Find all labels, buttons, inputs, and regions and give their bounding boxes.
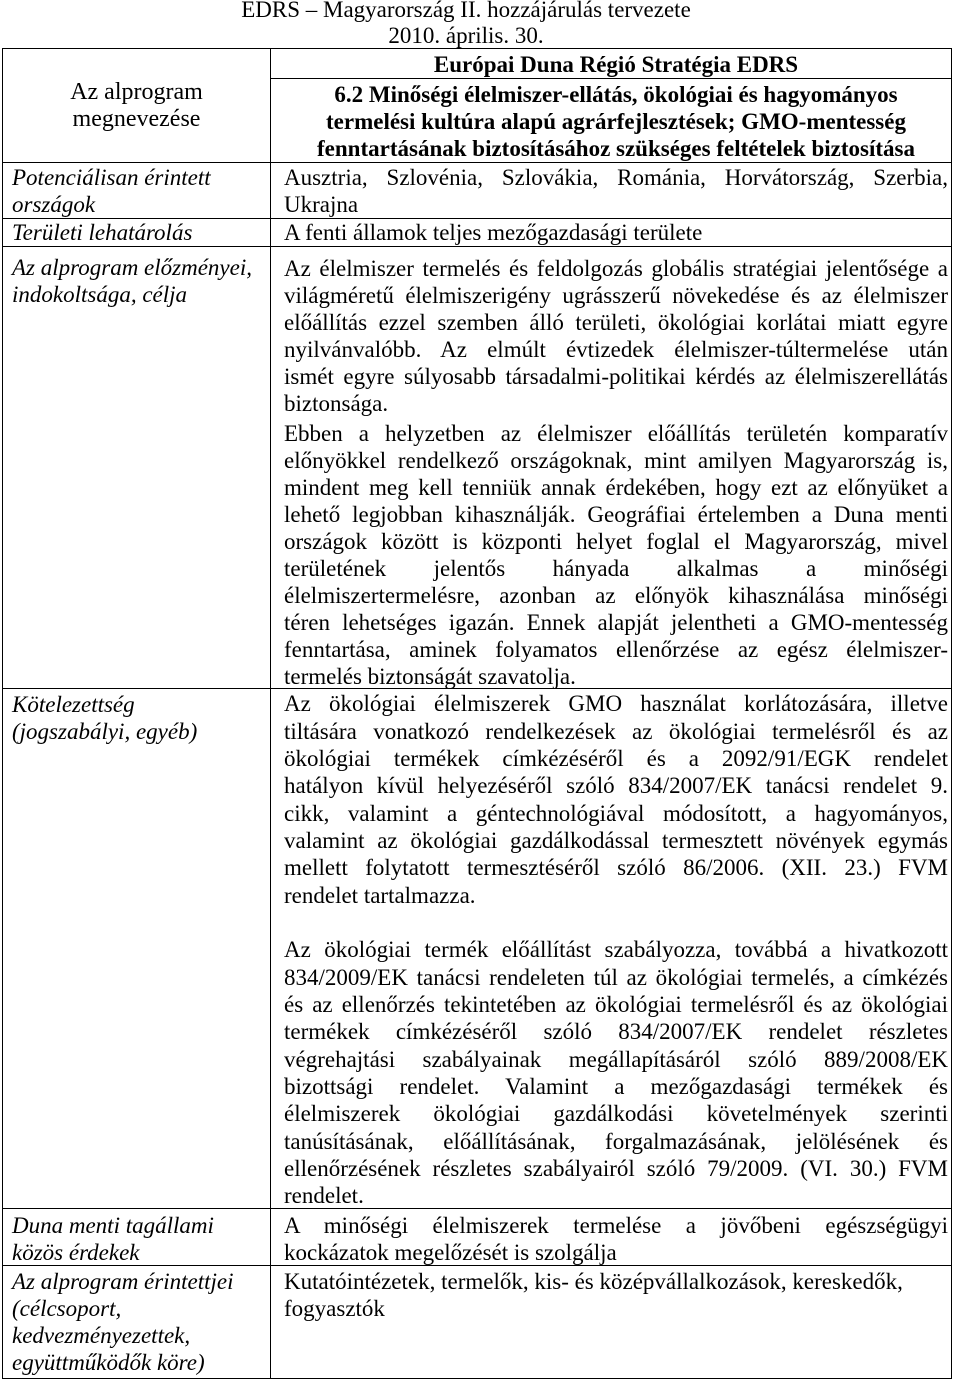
text-line: fogyasztók bbox=[284, 1295, 385, 1321]
header-date: 2010. április. 30. bbox=[388, 23, 544, 48]
text-line: 6.2 Minőségi élelmiszer-ellátás, ökológiai és hagyományos bbox=[334, 81, 898, 107]
text-line: nyilvánvalóbb. Az elmúlt évtizedek élelmiszer-túltermelése után bbox=[284, 336, 948, 362]
row-label bbox=[12, 164, 266, 218]
text-line: ökológiai termékek címkézéséről és a 2092/91/EGK rendelet bbox=[284, 745, 948, 771]
row-label-line: (jogszabályi, egyéb) bbox=[12, 718, 198, 744]
strategy-title-cell bbox=[270, 48, 951, 78]
row-label-line: Kötelezettség bbox=[12, 691, 135, 717]
row-label-line: együttműködők köre) bbox=[12, 1349, 205, 1375]
text-line: rendelet. bbox=[284, 1183, 364, 1209]
paragraph bbox=[284, 164, 948, 218]
text-line: ismét egyre súlyosabb társadalmi-politikai kérdés az élelmiszerellátás bbox=[284, 363, 948, 389]
text-line: kockázatok megelőzését is szolgálja bbox=[284, 1239, 617, 1265]
text-line: Ukrajna bbox=[284, 191, 359, 217]
text-line: Az ökológiai termék előállítást szabályozza, továbbá a hivatkozott bbox=[284, 937, 948, 963]
text-line: termelés biztonságát szavatolja. bbox=[284, 663, 576, 689]
paragraph bbox=[284, 1212, 948, 1266]
text-line: Ausztria, Szlovénia, Szlovákia, Románia, Horvátország, Szerbia, bbox=[284, 164, 948, 190]
text-line: ellenőrzésének részletes szabályairól szóló 79/2009. (VI. 30.) FVM bbox=[284, 1155, 948, 1181]
subprogram-table bbox=[2, 48, 952, 1379]
text-line: téren lehetséges igazán. Ennek alapját jelentheti a GMO-mentesség bbox=[284, 609, 948, 635]
text-line: Kutatóintézetek, termelők, kis- és középvállalkozások, kereskedők, bbox=[284, 1268, 903, 1294]
header-title: EDRS – Magyarország II. hozzájárulás tervezete bbox=[241, 0, 691, 22]
text-line: A fenti államok teljes mezőgazdasági területe bbox=[284, 220, 703, 245]
strategy-title: Európai Duna Régió Stratégia EDRS bbox=[433, 51, 799, 77]
text-line: termelési kultúra alapú agrárfejlesztések; GMO-mentesség bbox=[326, 108, 906, 134]
row-label bbox=[12, 691, 266, 745]
text-line: végrehajtási szabályainak megállapításáról szóló 889/2008/EK bbox=[284, 1046, 948, 1072]
row-label-line: Potenciálisan érintett bbox=[12, 164, 211, 190]
label-cell-stakeholders bbox=[2, 1265, 270, 1378]
subprogram-name bbox=[284, 81, 948, 162]
paragraph bbox=[284, 420, 948, 690]
label-cell-countries bbox=[2, 162, 270, 218]
row-label-line: Az alprogram érintettjei bbox=[12, 1268, 234, 1294]
content-cell-obligations bbox=[270, 688, 951, 1208]
row-label-line: Területi lehatárolás bbox=[12, 220, 193, 245]
content-cell-background bbox=[270, 246, 951, 688]
paragraph bbox=[284, 690, 948, 909]
row-label-line: Duna menti tagállami bbox=[12, 1212, 214, 1238]
text-line: A minőségi élelmiszerek termelése a jövőbeni egészségügyi bbox=[284, 1212, 948, 1238]
row-label-line: kedvezményezettek, bbox=[12, 1322, 191, 1348]
text-line: biztonsága. bbox=[284, 390, 389, 416]
row-label-line: országok bbox=[12, 191, 96, 217]
content-cell-stakeholders bbox=[270, 1265, 951, 1378]
row-label bbox=[12, 1212, 266, 1266]
row-label-line: Az alprogram előzményei, bbox=[12, 254, 252, 280]
row-label-line: (célcsoport, bbox=[12, 1295, 122, 1321]
text-line: területének jelentős hányada alkalmas a minőségi bbox=[284, 555, 948, 581]
label-cell-obligations bbox=[2, 688, 270, 1208]
label-cell-common-interests bbox=[2, 1208, 270, 1265]
row-label bbox=[12, 219, 266, 246]
row-label bbox=[70, 79, 203, 132]
label-cell-background bbox=[2, 246, 270, 688]
text-line: előállítás ezzel szemben álló területi, ökológiai korlátai miatt egyre bbox=[284, 309, 948, 335]
text-line: fenntartása, aminek folyamatos ellenőrzése az egész élelmiszer- bbox=[284, 636, 948, 662]
row-label-line: megnevezése bbox=[72, 105, 201, 132]
text-line: előnyökkel rendelkező országoknak, mint amilyen Magyarország is, bbox=[284, 447, 948, 473]
content-cell-common-interests bbox=[270, 1208, 951, 1265]
text-line: és az ellenőrzés tekintetében az ökológiai termelésről és az ökológiai bbox=[284, 991, 948, 1017]
text-line: mellett folytatott termesztéséről szóló 86/2006. (XII. 23.) FVM bbox=[284, 855, 948, 881]
content-cell-territory bbox=[270, 218, 951, 246]
paragraph bbox=[284, 255, 948, 417]
row-label bbox=[12, 254, 266, 308]
text-line: hatályon kívül helyezéséről szóló 834/2007/EK tanácsi rendelet 9. bbox=[284, 773, 948, 799]
text-line: lehető legjobban kihasználják. Geográfiai értelemben a Duna menti bbox=[284, 501, 948, 527]
text-line: tanúsításának, előállításának, forgalmazásának, jelölésének és bbox=[284, 1128, 948, 1154]
text-line: fenntartásának biztosításához szükséges feltételek biztosítása bbox=[317, 135, 915, 161]
text-line: Ebben a helyzetben az élelmiszer előállítás területén komparatív bbox=[284, 420, 948, 446]
text-line: rendelet tartalmazza. bbox=[284, 882, 476, 908]
label-cell-subprogram-name bbox=[2, 48, 270, 162]
text-line: élelmiszerek ökológiai gazdálkodási követelmények szerinti bbox=[284, 1101, 948, 1127]
row-label-line: Az alprogram bbox=[70, 79, 203, 105]
row-label-line: indokoltsága, célja bbox=[12, 281, 188, 307]
paragraph bbox=[284, 936, 948, 1209]
paragraph bbox=[284, 219, 948, 246]
label-cell-territory bbox=[2, 218, 270, 246]
row-label-line: közös érdekek bbox=[12, 1239, 140, 1265]
content-cell-subprogram-name bbox=[270, 78, 951, 162]
text-line: mindent meg kell tenniük annak érdekében, hogy ezt az előnyüket a bbox=[284, 474, 948, 500]
text-line: világméretű élelmiszerigény ugrásszerű növekedése és az élelmiszer bbox=[284, 282, 948, 308]
text-line: tiltására vonatkozó rendelkezések az ökológiai termelésről és az bbox=[284, 718, 948, 744]
paragraph bbox=[284, 1268, 948, 1322]
text-line: Az ökológiai élelmiszerek GMO használat korlátozására, illetve bbox=[284, 691, 948, 717]
text-line: cikk, valamint a géntechnológiával módosított, a hagyományos, bbox=[284, 800, 948, 826]
text-line: valamint az ökológiai gazdálkodással termesztett növények egymás bbox=[284, 827, 948, 853]
text-line: termékek címkézéséről szóló 834/2007/EK rendelet részletes bbox=[284, 1019, 948, 1045]
text-line: élelmiszertermelésre, azonban az előnyök kihasználása minőségi bbox=[284, 582, 948, 608]
text-line: Az élelmiszer termelés és feldolgozás globális stratégiai jelentősége a bbox=[284, 255, 948, 281]
text-line: bizottsági rendelet. Valamint a mezőgazdasági termékek és bbox=[284, 1073, 948, 1099]
content-cell-countries bbox=[270, 162, 951, 218]
text-line: 834/2009/EK tanácsi rendeleten túl az ökológiai termelés, a címkézés bbox=[284, 964, 948, 990]
text-line: országok között is központi helyet foglal el Magyarország, mivel bbox=[284, 528, 948, 554]
row-label bbox=[12, 1268, 266, 1376]
